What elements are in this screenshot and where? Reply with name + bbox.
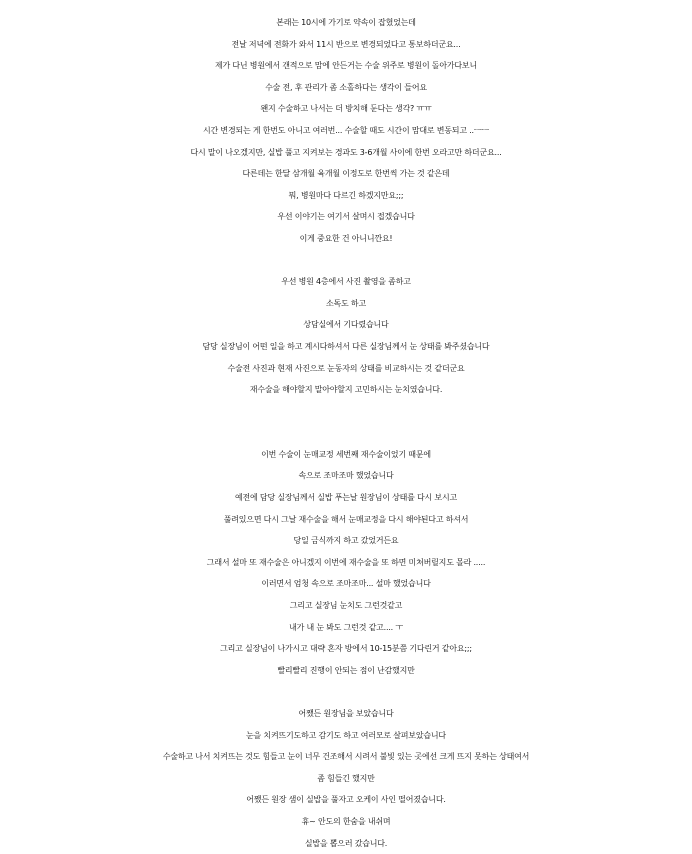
paragraph-consultation: [0, 271, 692, 401]
post-body: [0, 12, 692, 854]
text-line: 다시 말이 나오겠지만, 실밥 풀고 지켜보는 경과도 3-6개월 사이에 한번 오라고만 하더군요...: [190, 147, 502, 157]
text-line: 왠지 수술하고 나서는 더 방치해 둔다는 생각? ㅠㅠ: [260, 104, 432, 114]
text-line: 좀 힘들긴 했지만: [317, 773, 375, 783]
text-line: 우선 병원 4층에서 사진 촬영을 좀하고: [281, 277, 411, 287]
text-line: 그래서 설마 또 재수술은 아니겠지 이번에 재수술을 또 하면 미쳐버릴지도 몰라 .....: [206, 557, 486, 567]
text-line: 시간 변경되는 게 한번도 아니고 여러번... 수술할 때도 시간이 맘대로 변동되고 ..ㅡㅡ: [203, 125, 489, 135]
text-line: 재수술을 해야할지 말아야할지 고민하시는 눈치였습니다.: [249, 385, 443, 395]
text-line: 어쨌든 원장 샘이 실밥을 풀자고 오케이 사인 떨어졌습니다.: [246, 795, 446, 805]
text-line: 수술하고 나서 치켜뜨는 것도 힘들고 눈이 너무 건조해서 시려서 불빛 있는 곳에선 크게 뜨지 못하는 상태여서: [162, 752, 530, 762]
text-line: 담당 실장님이 어떤 일을 하고 계시다하셔서 다른 실장님께서 눈 상태를 봐주셨습니다: [202, 341, 490, 351]
text-line: 실밥을 뽑으러 갔습니다.: [304, 838, 388, 848]
text-line: 상담실에서 기다렸습니다: [303, 320, 389, 330]
paragraph-worry: [0, 444, 692, 682]
text-line: 빨리빨리 진행이 안되는 점이 난감했지만: [277, 665, 415, 675]
text-line: 수술전 사진과 현재 사진으로 눈동자의 상태를 비교하시는 것 같더군요: [227, 363, 465, 373]
text-line: 휴~ 안도의 한숨을 내쉬며: [301, 816, 391, 826]
text-line: 그리고 실장님이 나가시고 대략 혼자 방에서 10-15분쯤 기다린거 같아요;;;: [220, 644, 472, 654]
text-line: 소독도 하고: [326, 298, 366, 308]
text-line: 제가 다닌 병원에서 갠적으로 맘에 안든거는 수술 위주로 병원이 돌아가다보니: [215, 61, 477, 71]
text-line: 우선 이야기는 여기서 살며시 접겠습니다: [277, 212, 415, 222]
text-line: 내가 내 눈 봐도 그런것 같고.... ㅜ: [289, 622, 403, 632]
paragraph-spacer: [0, 422, 692, 444]
text-line: 수술 전, 후 관리가 좀 소홀하다는 생각이 들어요: [265, 82, 427, 92]
text-line: 뭐, 병원마다 다르긴 하겠지만요;;;: [288, 190, 404, 200]
paragraph-spacer: [0, 250, 692, 272]
paragraph-spacer: [0, 401, 692, 423]
text-line: 본래는 10시에 가기로 약속이 잡혔었는데: [276, 18, 416, 27]
text-line: 이번 수술이 눈매교정 세번째 재수술이었기 때문에: [261, 449, 431, 459]
text-line: 전날 저녁에 전화가 와서 11시 반으로 변경되었다고 통보하더군요...: [231, 39, 461, 49]
text-line: 속으로 조마조마 했었습니다: [298, 471, 394, 481]
text-line: 당일 금식까지 하고 갔었거든요: [293, 536, 399, 546]
text-line: 어쨌든 원장님을 보았습니다: [298, 709, 394, 718]
text-line: 예전에 담당 실장님께서 실밥 푸는날 원장님이 상태를 다시 보시고: [235, 493, 457, 503]
text-line: 다른데는 한달 삼개월 육개월 이정도로 한번씩 가는 것 같은데: [242, 169, 450, 179]
paragraph-director: [0, 703, 692, 854]
text-line: 이게 중요한 건 아니니깐요!: [299, 233, 393, 243]
paragraph-spacer: [0, 681, 692, 703]
text-line: 이러면서 엄청 속으로 조마조마... 설마 했었습니다: [261, 579, 431, 589]
paragraph-reschedule: [0, 12, 692, 250]
text-line: 눈을 치켜뜨기도하고 감기도 하고 여러모로 살펴보았습니다: [246, 730, 446, 740]
text-line: 풀려있으면 다시 그날 재수술을 해서 눈매교정을 다시 해야된다고 하셔서: [223, 514, 469, 524]
text-line: 그리고 실장님 눈치도 그런것같고: [289, 601, 403, 611]
